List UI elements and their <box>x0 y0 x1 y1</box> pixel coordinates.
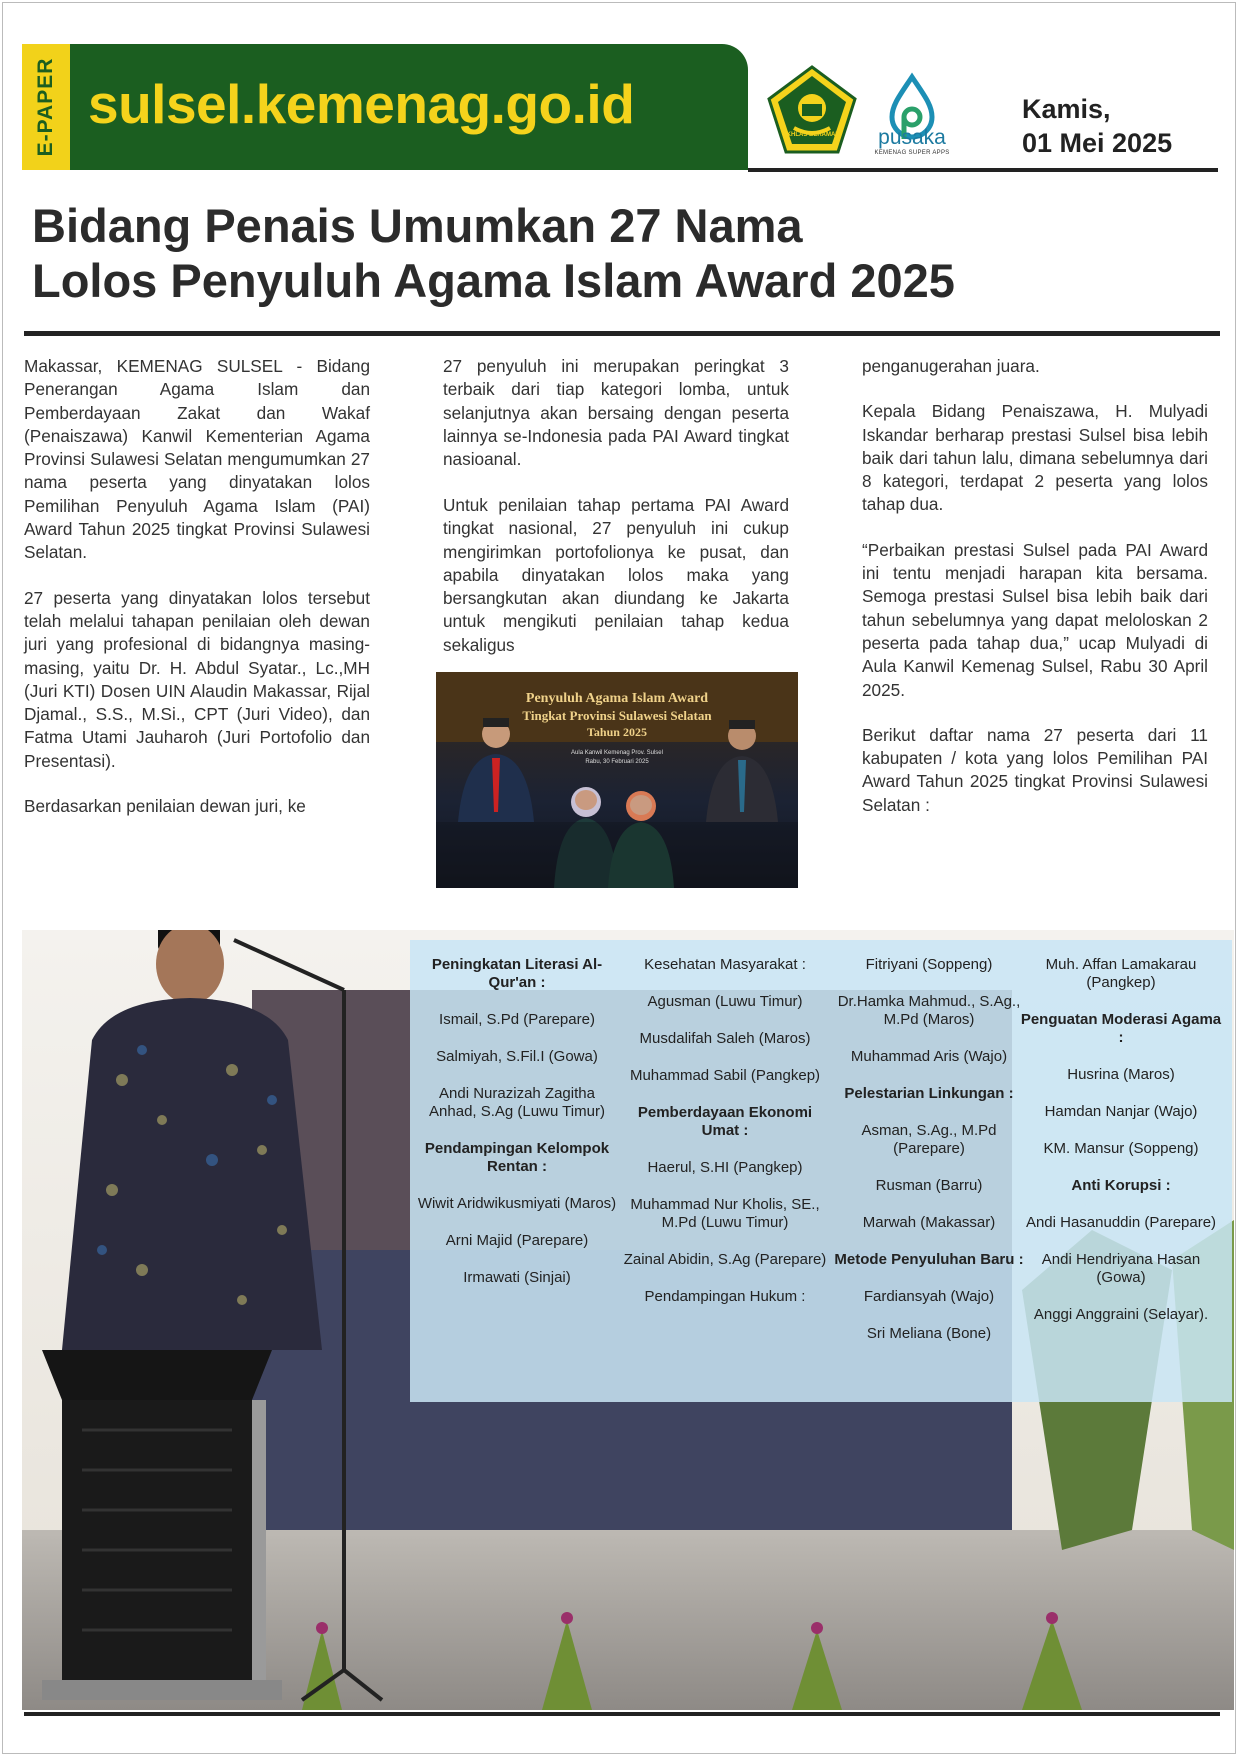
article-headline <box>32 198 1212 308</box>
masthead-banner <box>22 44 748 170</box>
article-paragraph: Berdasarkan penilaian dewan juri, ke <box>24 796 306 817</box>
category-heading: Penguatan Moderasi Agama : <box>1020 1011 1222 1046</box>
inset-banner-title: Penyuluh Agama Islam Award <box>525 691 709 706</box>
participant-name: Hamdan Nanjar (Wajo) <box>1044 1103 1198 1120</box>
inset-banner-year: Tahun 2025 <box>587 725 647 739</box>
participant-name: Andi Hendriyana Hasan (Gowa) <box>1041 1251 1201 1286</box>
participant-name: Dr.Hamka Mahmud., S.Ag., M.Pd (Maros) <box>837 993 1021 1028</box>
category-heading: Metode Penyuluhan Baru : <box>834 1251 1024 1268</box>
participant-name: Muhammad Nur Kholis, SE., M.Pd (Luwu Timur) <box>630 1196 820 1231</box>
participant-name: Arni Majid (Parepare) <box>445 1232 589 1249</box>
participant-name: Fardiansyah (Wajo) <box>863 1288 995 1305</box>
participant-name: Agusman (Luwu Timur) <box>647 993 803 1010</box>
article-paragraph: Kepala Bidang Penaiszawa, H. Mulyadi Iskandar berharap prestasi Sulsel bisa lebih baik dari tahun lalu, dimana sebelumnya dari 8 kategori, terdapat 2 peserta yang lolos tahap dua. <box>862 401 1208 515</box>
headline-line-2: Lolos Penyuluh Agama Islam Award 2025 <box>32 254 955 307</box>
logo-motto: IKHLAS BERAMAL <box>785 132 839 138</box>
article-paragraph: Untuk penilaian tahap pertama PAI Award tingkat nasional, 27 penyuluh ini cukup mengirimkan portofolionya ke pusat, dan apabila dinyatakan lolos maka yang bersangkutan akan diundang ke Jakarta untuk mengikuti penilaian tahap kedua sekaligus <box>443 495 789 655</box>
article-paragraph: Makassar, KEMENAG SULSEL - Bidang Penerangan Agama Islam dan Pemberdayaan Zakat dan Wakaf (Penaiszawa) Kanwil Kementerian Agama Provinsi Sulawesi Selatan mengumumkan 27 nama peserta yang dinyatakan lolos Pemilihan Penyuluh Agama Islam (PAI) Award Tahun 2025 tingkat Provinsi Sulawesi Selatan. <box>24 356 370 563</box>
masthead-rule <box>748 168 1218 172</box>
participant-name: Anggi Anggraini (Selayar). <box>1033 1306 1209 1323</box>
article-column-2 <box>443 355 789 493</box>
article-paragraph: 27 penyuluh ini merupakan peringkat 3 terbaik dari tiap kategori lomba, untuk selanjutnya akan bersaing dengan peserta lainnya se-Indonesia pada PAI Award tingkat nasioanal. <box>443 356 789 470</box>
participant-name: Marwah (Makassar) <box>862 1214 996 1231</box>
participant-name: Rusman (Barru) <box>875 1177 983 1194</box>
inset-banner-subtitle: Tingkat Provinsi Sulawesi Selatan <box>522 708 712 723</box>
date-day: Kamis, <box>1022 94 1111 124</box>
winners-column-1 <box>414 956 620 1306</box>
site-name[interactable]: sulsel.kemenag.go.id <box>88 73 635 135</box>
winners-column-4 <box>1018 956 1224 1343</box>
footer-rule <box>24 1712 1220 1716</box>
participant-name: Wiwit Aridwikusmiyati (Maros) <box>417 1195 617 1212</box>
participant-name: Musdalifah Saleh (Maros) <box>639 1030 811 1047</box>
category-heading: Peningkatan Literasi Al-Qur'an : <box>431 956 603 991</box>
article-column-2-continued <box>443 494 789 679</box>
article-paragraph: Berikut daftar nama 27 peserta dari 11 kabupaten / kota yang lolos Pemilihan PAI Award Tahun 2025 tingkat Provinsi Sulawesi Selatan : <box>862 724 1208 815</box>
headline-line-1: Bidang Penais Umumkan 27 Nama <box>32 199 803 252</box>
participant-name: Muhammad Sabil (Pangkep) <box>629 1067 821 1084</box>
participant-name: Asman, S.Ag., M.Pd (Parepare) <box>861 1122 997 1157</box>
article-paragraph: penganugerahan juara. <box>862 356 1040 376</box>
winners-column-2 <box>622 956 828 1325</box>
participant-name: Andi Hasanuddin (Parepare) <box>1025 1214 1217 1231</box>
participant-name: Ismail, S.Pd (Parepare) <box>439 1011 595 1028</box>
category-heading: Pemberdayaan Ekonomi Umat : <box>637 1104 813 1139</box>
participant-name: Irmawati (Sinjai) <box>463 1269 571 1286</box>
winners-column-3 <box>826 956 1032 1362</box>
date-full: 01 Mei 2025 <box>1022 128 1173 158</box>
participant-name: Sri Meliana (Bone) <box>866 1325 992 1342</box>
article-column-1 <box>24 355 370 840</box>
category-heading: Pelestarian Linkungan : <box>844 1085 1014 1102</box>
pusaka-app-name: pusaka <box>878 126 946 149</box>
participant-name: Salmiyah, S.Fil.I (Gowa) <box>436 1048 598 1065</box>
article-paragraph: “Perbaikan prestasi Sulsel pada PAI Award ini tentu menjadi harapan kita bersama. Semoga prestasi Sulsel bisa lebih baik dari tahun sebelumnya yang dapat meloloskan 2 peserta pada tahap dua,” ucap Mulyadi di Aula Kanwil Kemenag Sulsel, Rabu 30 April 2025. <box>862 539 1208 700</box>
issue-date <box>1022 92 1172 160</box>
participant-name: Zainal Abidin, S.Ag (Parepare) <box>623 1251 827 1268</box>
participant-name: Husrina (Maros) <box>1067 1066 1175 1083</box>
participant-name: Muh. Affan Lamakarau (Pangkep) <box>1045 956 1197 991</box>
participant-name: Haerul, S.HI (Pangkep) <box>647 1159 803 1176</box>
article-paragraph: 27 peserta yang dinyatakan lolos tersebut telah melalui tahapan penilaian oleh dewan juri yang profesional di bidangnya masing-masing, yaitu Dr. H. Abdul Syatar., Lc.,MH (Juri KTI) Dosen UIN Alaudin Makassar, Rijal Djamal., S.S., M.Si., CPT (Juri Video), dan Fatma Utami Jauharoh (Juri Portofolio dan Presentasi). <box>24 587 370 771</box>
article-column-3 <box>862 355 1208 839</box>
participant-name: Muhammad Aris (Wajo) <box>850 1048 1008 1065</box>
headline-rule <box>24 331 1220 336</box>
participant-name: Andi Nurazizah Zagitha Anhad, S.Ag (Luwu Timur) <box>429 1085 605 1120</box>
inset-date: Rabu, 30 Februari 2025 <box>585 759 649 765</box>
category-heading: Pendampingan Kelompok Rentan : <box>424 1140 610 1175</box>
epaper-label: E-PAPER <box>34 57 57 157</box>
participant-name: KM. Mansur (Soppeng) <box>1043 1140 1199 1157</box>
category-heading: Anti Korupsi : <box>1071 1177 1171 1194</box>
epaper-tab <box>22 44 70 170</box>
inset-venue: Aula Kanwil Kemenag Prov. Sulsel <box>571 750 663 756</box>
inset-event-photo <box>436 672 798 888</box>
participant-name: Kesehatan Masyarakat : <box>644 956 806 973</box>
pusaka-tagline: KEMENAG SUPER APPS <box>874 150 950 156</box>
participant-name: Pendampingan Hukum : <box>644 1288 806 1305</box>
event-photo-illustration <box>436 672 798 888</box>
kemenag-logo-icon <box>766 64 858 156</box>
participant-name: Fitriyani (Soppeng) <box>865 956 993 973</box>
